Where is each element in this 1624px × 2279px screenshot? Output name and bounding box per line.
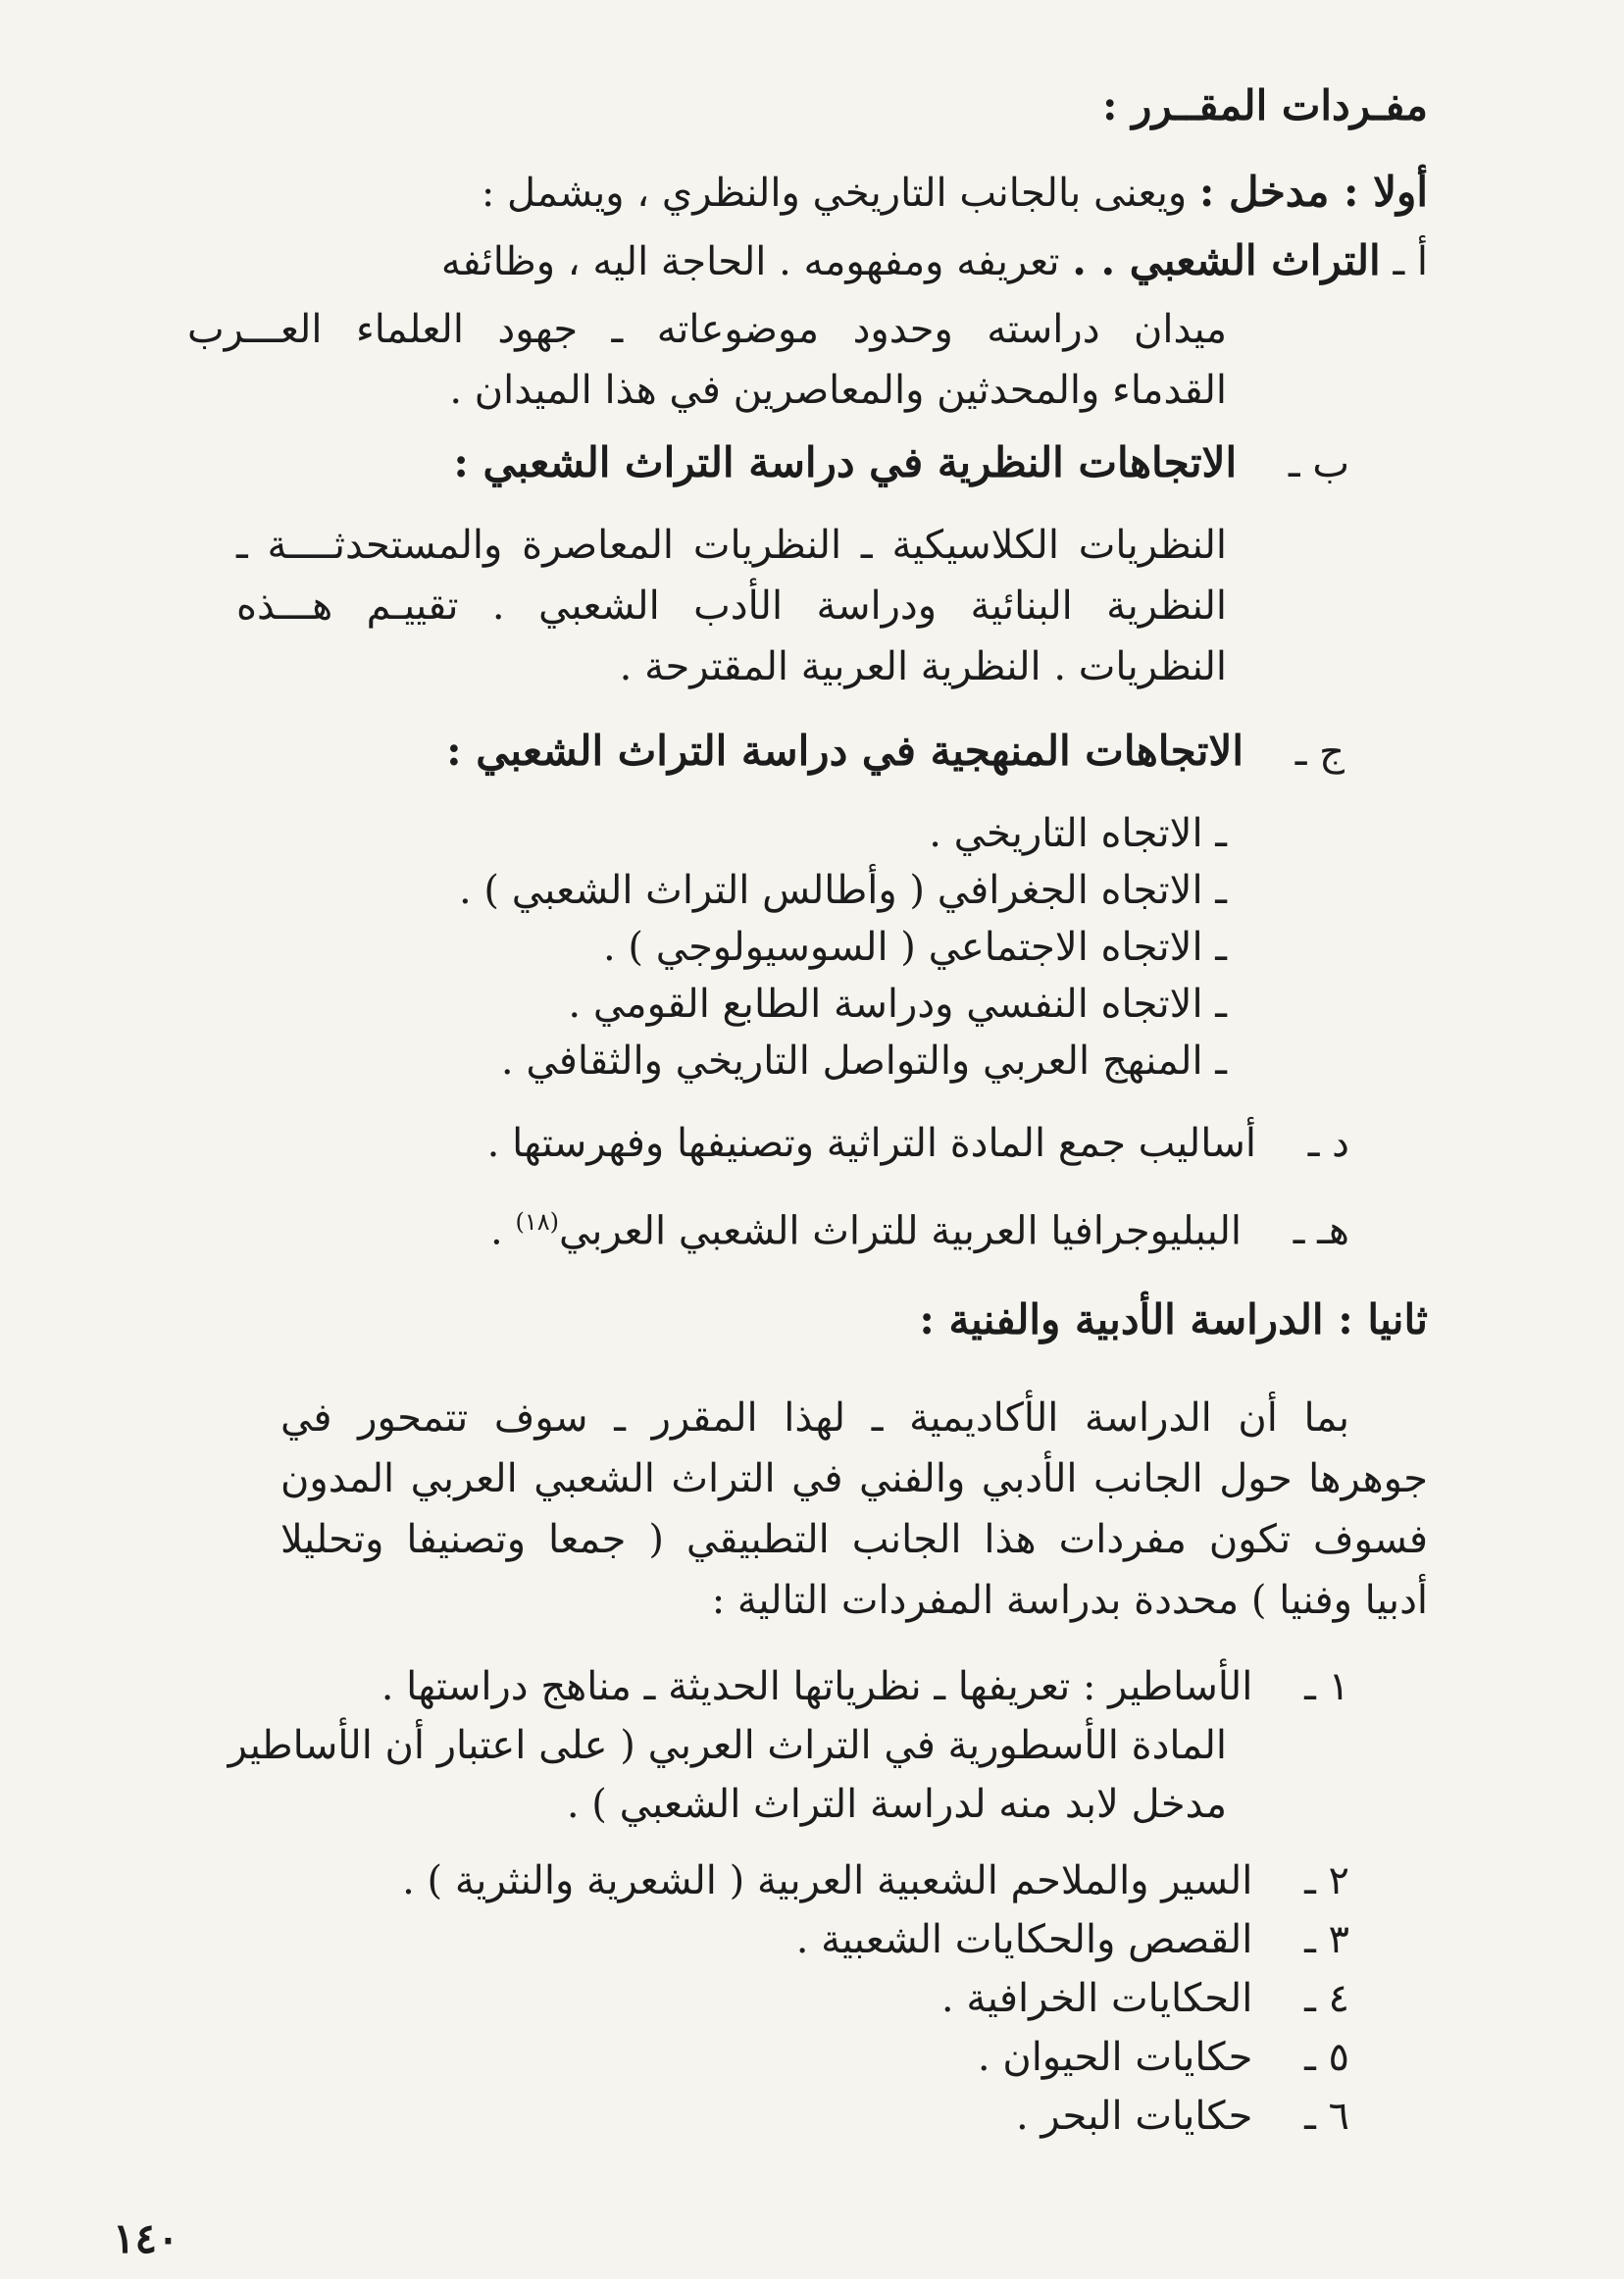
part1-intro: ويعنى بالجانب التاريخي والنظري ، ويشمل : [481,171,1188,216]
page-number: ١٤٠ [113,2214,179,2262]
list-item-3-text: القصص والحكايات الشعبية . [795,1917,1253,1962]
list-item-1-text-2: المادة الأسطورية في التراث العربي ( على اعتبار أن الأساطير [228,1723,1227,1768]
list-item-3-num: ٣ ـ [1304,1917,1349,1962]
part1-heading: أولا : مدخل : [1198,168,1428,216]
part1-line [482,165,1428,221]
item-b-title: الاتجاهات النظرية في دراسة التراث الشعبي : [453,438,1238,486]
item-b-text-3: النظريات . النظرية العربية المقترحة . [619,644,1227,689]
list-item-5-text: حكايات الحيوان . [977,2035,1253,2080]
item-a-text-1: تعريفه ومفهومه . الحاجة اليه ، وظائفه [440,239,1060,284]
list-item-6 [1016,2089,1349,2144]
list-item-6-num: ٦ ـ [1304,2094,1349,2139]
item-a-title: التراث الشعبي . . [1072,236,1381,284]
part2-para-4: أدبيا وفنيا ) محددة بدراسة المفردات التالية : [711,1578,1428,1623]
item-b-heading-line [453,435,1349,491]
part2-para-3: فسوف تكون مفردات هذا الجانب التطبيقي ( جمعا وتصنيفا وتحليلا [280,1517,1428,1562]
list-item-4-num: ٤ ـ [1304,1976,1349,2021]
list-item-2 [402,1853,1349,1908]
syllabus-title: مفـردات المقــرر : [1102,81,1428,129]
item-a-text-2: ميدان دراسته وحدود موضوعاته ـ جهود العلماء العـــرب [187,307,1227,352]
list-item-4-text: الحكايات الخرافية . [940,1976,1253,2021]
item-c-heading-line [446,724,1345,780]
item-a-mark: أ ـ [1393,239,1428,284]
item-e-text: الببليوجرافيا العربية للتراث الشعبي العربي [558,1208,1243,1254]
list-item-2-num: ٢ ـ [1304,1858,1349,1903]
item-c-mark: ج ـ [1294,730,1345,775]
item-d-text: أساليب جمع المادة التراثية وتصنيفها وفهرستها . [486,1121,1257,1166]
part2-para-1: بما أن الدراسة الأكاديمية ـ لهذا المقرر ـ سوف تتمحور في [280,1395,1349,1441]
list-item-5 [978,2030,1349,2085]
item-b-mark: ب ـ [1288,441,1349,486]
list-item-1-num: ١ ـ [1304,1664,1349,1709]
list-item-1-text-1: الأساطير : تعريفها ـ نظرياتها الحديثة ـ مناهج دراستها . [381,1664,1253,1709]
list-item-1-text-3: مدخل لابد منه لدراسة التراث الشعبي ) . [566,1782,1227,1827]
item-e-mark: هـ ـ [1293,1208,1349,1254]
item-d-mark: د ـ [1307,1121,1349,1166]
item-c-sub-5: ـ المنهج العربي والتواصل التاريخي والثقافي . [500,1038,1227,1084]
item-c-title: الاتجاهات المنهجية في دراسة التراث الشعبي : [446,727,1244,775]
item-e-tail: . [490,1208,516,1254]
list-item-5-num: ٥ ـ [1304,2035,1349,2080]
list-item-1-line1 [280,1659,1349,1714]
item-e-line [490,1194,1349,1258]
item-c-sub-4: ـ الاتجاه النفسي ودراسة الطابع القومي . [568,982,1227,1027]
item-a-text-3: القدماء والمحدثين والمعاصرين في هذا الميدان . [449,368,1227,413]
list-item-6-text: حكايات البحر . [1015,2094,1253,2139]
part2-para-2: جوهرها حول الجانب الأدبي والفني في التراث الشعبي العربي المدون [280,1456,1428,1501]
list-item-4 [941,1971,1349,2026]
item-c-sub-3: ـ الاتجاه الاجتماعي ( السوسيولوجي ) . [602,925,1227,970]
list-item-2-text: السير والملاحم الشعبية العربية ( الشعرية والنثرية ) . [402,1858,1253,1903]
item-c-sub-1: ـ الاتجاه التاريخي . [929,811,1227,856]
item-b-text-2: النظرية البنائية ودراسة الأدب الشعبي . تقييـم هـــذه [236,583,1227,629]
item-c-sub-2: ـ الاتجاه الجغرافي ( وأطالس التراث الشعبي ) . [459,868,1227,913]
item-a-line1 [388,233,1428,289]
footnote-ref: (١٨) [515,1208,559,1236]
item-b-text-1: النظريات الكلاسيكية ـ النظريات المعاصرة والمستحدثــــة ـ [236,523,1227,568]
item-d-line [487,1116,1349,1171]
part2-heading: ثانيا : الدراسة الأدبية والفنية : [919,1295,1428,1343]
list-item-3 [796,1912,1349,1967]
